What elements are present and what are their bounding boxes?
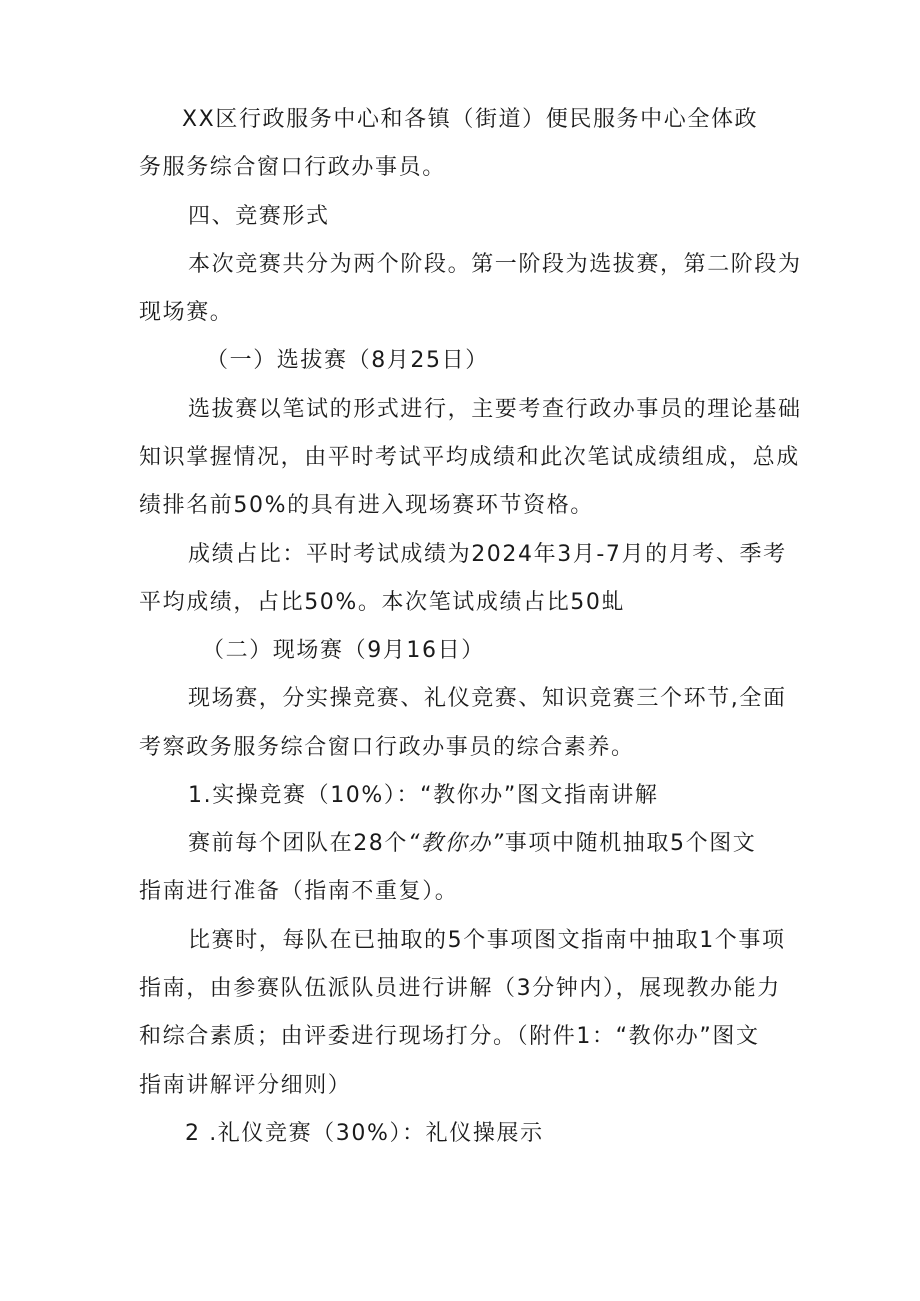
subsection-heading: （一）选拔赛（8月25日） bbox=[206, 348, 489, 373]
paragraph-line: 知识掌握情况，由平时考试平均成绩和此次笔试成绩组成，总成 bbox=[139, 445, 800, 470]
paragraph-line: 务服务综合窗口行政办事员。 bbox=[139, 155, 446, 180]
paragraph-line: 本次竞赛共分为两个阶段。第一阶段为选拔赛，第二阶段为 bbox=[188, 252, 802, 277]
item-heading: 2 .礼仪竞赛（30%）：礼仪操展示 bbox=[185, 1121, 544, 1146]
line-text: 事项中随机抽取5个图文 bbox=[504, 831, 757, 856]
paragraph-line: 比赛时，每队在已抽取的5个事项图文指南中抽取1个事项 bbox=[188, 928, 786, 953]
paragraph-line: 指南讲解评分细则） bbox=[139, 1073, 352, 1098]
paragraph-line: 现场赛，分实操竞赛、礼仪竞赛、知识竞赛三个环节,全面 bbox=[188, 686, 787, 711]
emphasis-text: “教你办” bbox=[408, 831, 505, 856]
line-text: 赛前每个团队在28个 bbox=[188, 831, 408, 856]
subsection-heading: （二）现场赛（9月16日） bbox=[202, 638, 485, 663]
paragraph-line: 绩排名前50%的具有进入现场赛环节资格。 bbox=[139, 493, 594, 518]
paragraph-line: 成绩占比：平时考试成绩为2024年3月-7月的月考、季考 bbox=[188, 542, 787, 567]
item-heading: 1.实操竞赛（10%）：“教你办”图文指南讲解 bbox=[188, 783, 659, 808]
paragraph-line bbox=[188, 831, 756, 857]
paragraph-line: 指南，由参赛队伍派队员进行讲解（3分钟内），展现教办能力 bbox=[139, 976, 781, 1001]
paragraph-line: 考察政务服务综合窗口行政办事员的综合素养。 bbox=[139, 735, 635, 760]
paragraph-line: XX区行政服务中心和各镇（街道）便民服务中心全体政 bbox=[182, 107, 759, 132]
paragraph-line: 和综合素质；由评委进行现场打分。（附件1：“教你办”图文 bbox=[139, 1024, 760, 1049]
paragraph-line: 指南进行准备（指南不重复）。 bbox=[139, 879, 459, 904]
paragraph-line: 选拔赛以笔试的形式进行，主要考查行政办事员的理论基础 bbox=[188, 397, 802, 422]
section-heading: 四、竞赛形式 bbox=[188, 204, 330, 229]
paragraph-line: 平均成绩，占比50%。本次笔试成绩占比50虬 bbox=[139, 590, 626, 615]
paragraph-line: 现场赛。 bbox=[139, 300, 234, 325]
